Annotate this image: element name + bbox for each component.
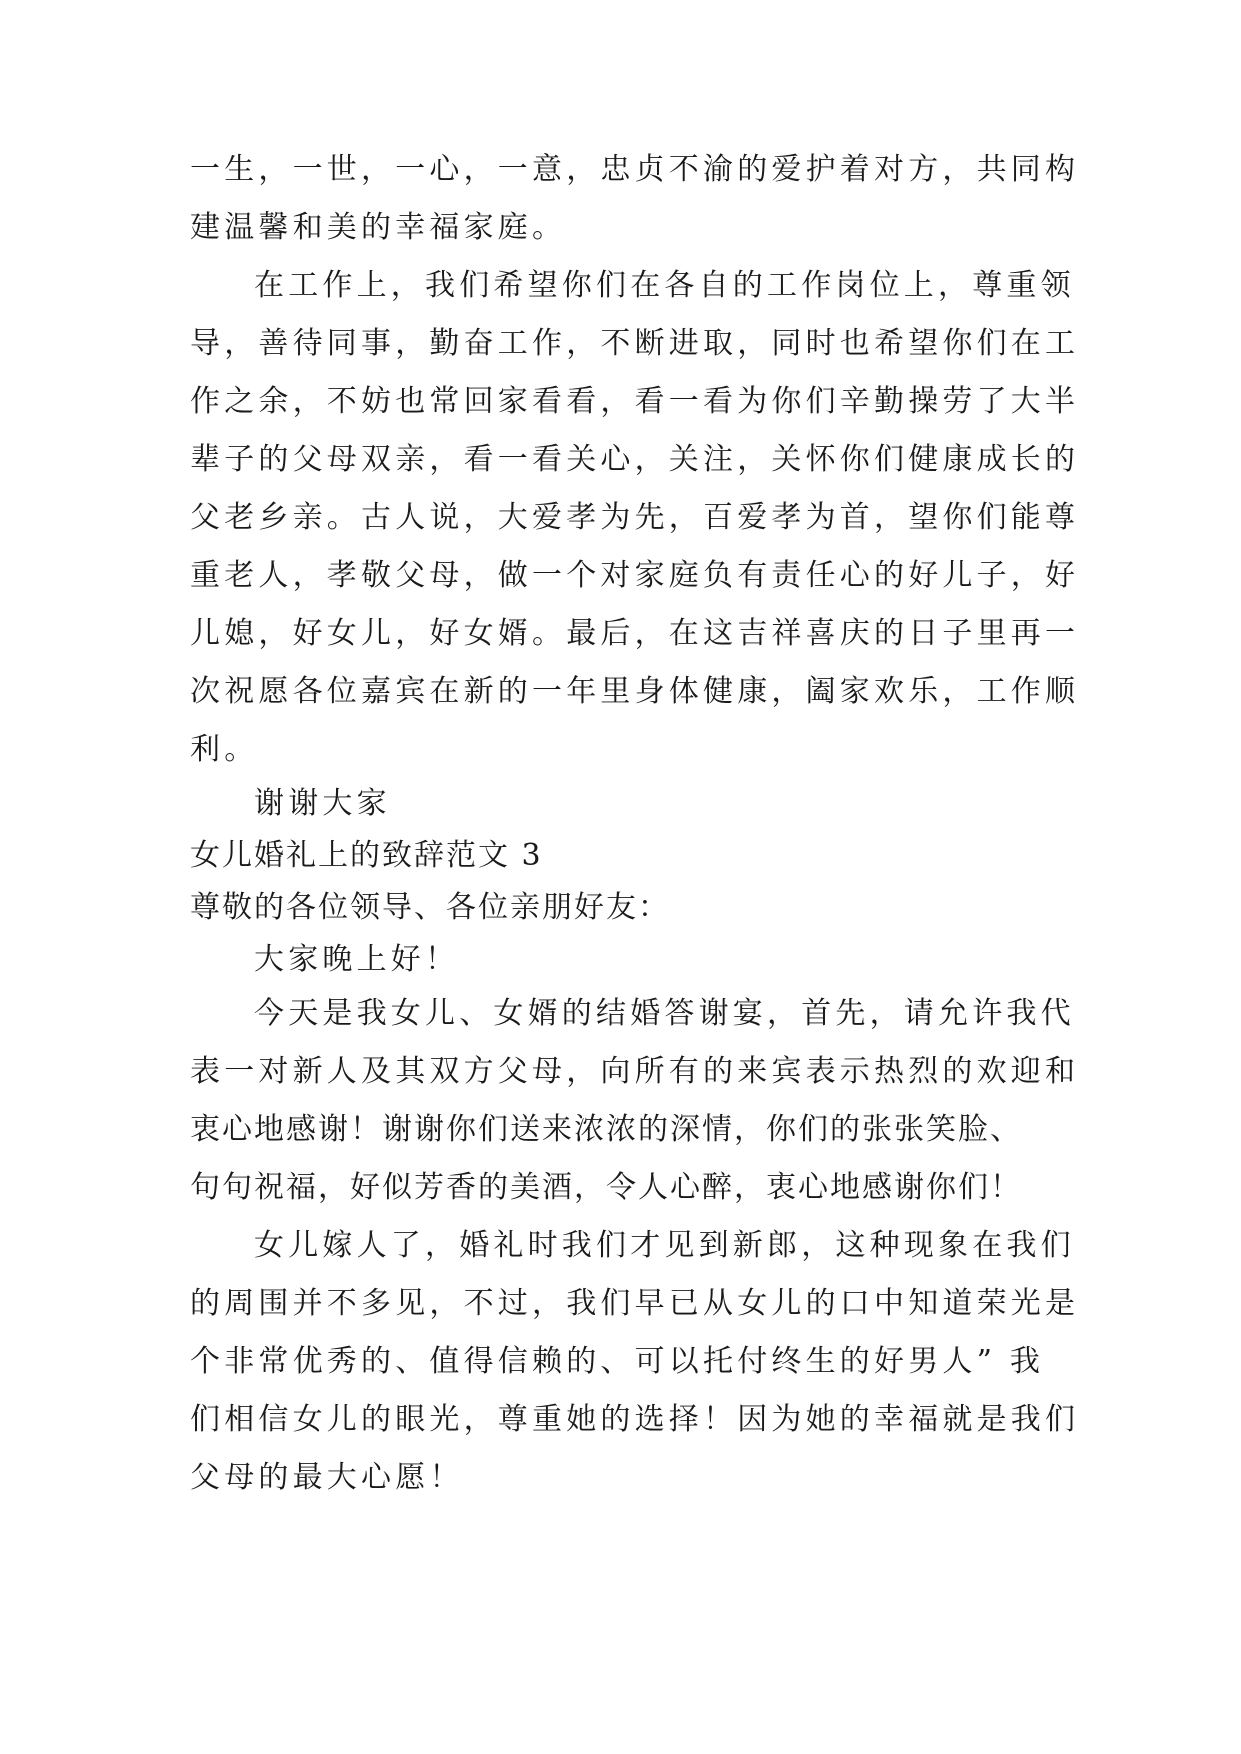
paragraph-first-line: 女儿嫁人了，婚礼时我们才见到新郎，这种现象在我们: [254, 1228, 1075, 1263]
text-line: 父母的最大心愿！: [190, 1460, 464, 1495]
text-line: 衷心地感谢！谢谢你们送来浓浓的深情，你们的张张笑脸、: [190, 1112, 1022, 1147]
text-line: 重老人，孝敬父母，做一个对家庭负有责任心的好儿子，好: [190, 558, 1080, 593]
section-heading: 女儿婚礼上的致辞范文 3: [190, 838, 543, 873]
salutation: 尊敬的各位领导、各位亲朋好友：: [190, 890, 670, 925]
paragraph-first-line: 今天是我女儿、女婿的结婚答谢宴，首先，请允许我代: [254, 996, 1075, 1031]
text-line: 作之余，不妨也常回家看看，看一看为你们辛勤操劳了大半: [190, 384, 1080, 419]
paragraph-first-line: 在工作上，我们希望你们在各自的工作岗位上，尊重领: [254, 268, 1075, 303]
text-line: 们相信女儿的眼光，尊重她的选择！因为她的幸福就是我们: [190, 1402, 1080, 1437]
text-line: 次祝愿各位嘉宾在新的一年里身体健康，阖家欢乐，工作顺: [190, 674, 1080, 709]
text-line: 句句祝福，好似芳香的美酒，令人心醉，衷心地感谢你们！: [190, 1170, 1022, 1205]
closing-line: 谢谢大家: [254, 786, 391, 821]
text-line: 建温馨和美的幸福家庭。: [190, 210, 567, 245]
text-line: 辈子的父母双亲，看一看关心，关注，关怀你们健康成长的: [190, 442, 1080, 477]
text-line: 利。: [190, 732, 259, 767]
text-line: 个非常优秀的、值得信赖的、可以托付终生的好男人” 我: [190, 1344, 1045, 1379]
text-line: 儿媳，好女儿，好女婿。最后，在这吉祥喜庆的日子里再一: [190, 616, 1080, 651]
text-line: 一生，一世，一心，一意，忠贞不渝的爱护着对方，共同构: [190, 152, 1080, 187]
text-line: 表一对新人及其双方父母，向所有的来宾表示热烈的欢迎和: [190, 1054, 1080, 1089]
text-line: 的周围并不多见，不过，我们早已从女儿的口中知道荣光是: [190, 1286, 1080, 1321]
text-line: 导，善待同事，勤奋工作，不断进取，同时也希望你们在工: [190, 326, 1080, 361]
greeting: 大家晚上好！: [254, 942, 460, 977]
text-line: 父老乡亲。古人说，大爱孝为先，百爱孝为首，望你们能尊: [190, 500, 1080, 535]
